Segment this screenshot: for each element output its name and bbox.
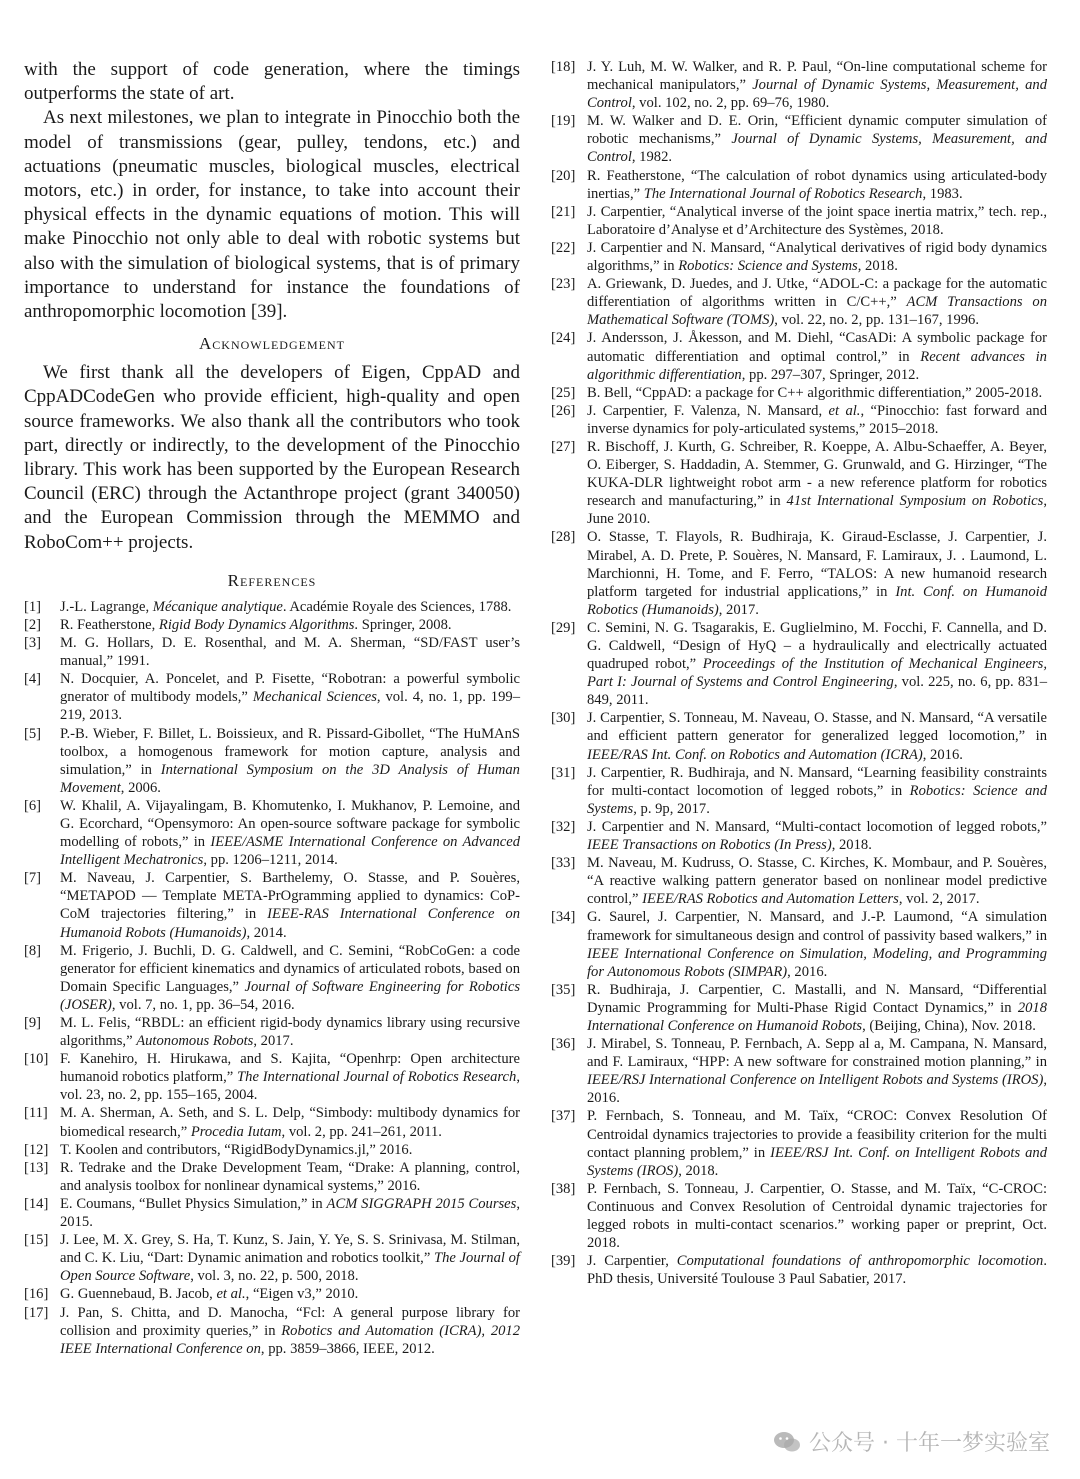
reference-number: [22] <box>551 239 576 256</box>
reference-details: , 2006. <box>120 779 161 796</box>
reference-item <box>24 869 520 941</box>
reference-item <box>551 709 1047 763</box>
acknowledgement-text: We first thank all the developers of Eigen, CppAD and CppADCodeGen who provide efficient, high-quality and open source frameworks. We also thank all the contributors who took part, directly or indirectly, to the development of the Pinocchio library. This work has been supported by the European Research Council (ERC) through the Actanthrope project (grant 340050) and the European Commission through the MEMMO and RoboCom++ projects. <box>24 362 520 553</box>
reference-item <box>551 908 1047 980</box>
reference-text: J. Carpentier and N. Mansard, “Analytical derivatives of rigid body dynamics algorithms,” in <box>587 239 1047 275</box>
reference-text: B. Bell, “CppAD: a package for C++ algorithmic differentiation,” 2005-2018. <box>587 384 1043 401</box>
reference-number: [39] <box>551 1253 576 1270</box>
reference-details: , pp. 297–307, Springer, 2012. <box>741 366 920 383</box>
reference-number: [36] <box>551 1036 576 1053</box>
reference-details: , June 2010. <box>587 493 1047 528</box>
reference-number: [8] <box>24 942 42 959</box>
reference-item <box>24 1104 520 1140</box>
reference-text: M. Frigerio, J. Buchli, D. G. Caldwell, and C. Semini, “RobCoGen: a code generator for efficient kinematics and dynamics of articulated robots, based on Domain Specific Languages,” <box>60 942 520 995</box>
reference-number: [6] <box>24 797 42 814</box>
reference-text: M. L. Felis, “RBDL: an efficient rigid-body dynamics library using recursive algorithms,” <box>60 1015 520 1050</box>
reference-venue: ACM Transactions on Mathematical Software (TOMS) <box>587 294 1047 329</box>
reference-text: J. Carpentier, R. Budhiraja, and N. Mansard, “Learning feasibility constraints for multi-contact locomotion of legged robots,” in <box>587 764 1047 799</box>
reference-number: [14] <box>24 1195 49 1212</box>
reference-details: , vol. 102, no. 2, pp. 69–76, 1980. <box>631 95 830 112</box>
reference-venue: Procedia Iutam <box>190 1123 282 1140</box>
reference-item <box>24 1014 520 1050</box>
reference-details: , pp. 3859–3866, IEEE, 2012. <box>260 1340 435 1357</box>
reference-venue: IEEE/RSJ Int. Conf. on Intelligent Robots and Systems (IROS) <box>587 1144 1047 1179</box>
reference-item <box>24 797 520 869</box>
reference-details: , vol. 225, no. 6, pp. 831–849, 2011. <box>587 674 1048 709</box>
references-list-right <box>551 58 1047 1288</box>
reference-details: , vol. 2, pp. 241–261, 2011. <box>281 1123 442 1140</box>
reference-details: , (Beijing, China), Nov. 2018. <box>862 1017 1036 1034</box>
reference-text: A. Griewank, D. Juedes, and J. Utke, “ADOL-C: a package for the automatic differentiation of algorithms written in C/C++,” <box>587 276 1047 311</box>
reference-venue: IEEE/RAS Robotics and Automation Letters <box>642 891 899 908</box>
reference-item <box>551 58 1047 112</box>
reference-item <box>551 275 1047 329</box>
reference-text: J. Mirabel, S. Tonneau, P. Fernbach, A. Sepp al a, M. Campana, N. Mansard, and F. Lamiraux, “HPP: A new software for constrained motion planning,” in <box>587 1036 1047 1071</box>
reference-number: [9] <box>24 1015 42 1032</box>
reference-venue: et al. <box>216 1286 246 1303</box>
left-column <box>24 58 520 1358</box>
reference-venue: IEEE/RSJ International Conference on Intelligent Robots and Systems (IROS) <box>587 1072 1044 1089</box>
references-heading: References <box>227 570 317 590</box>
reference-text: O. Stasse, T. Flayols, R. Budhiraja, K. Giraud-Esclasse, J. Carpentier, J. Mirabel, A. D. Prete, P. Souères, N. Mansard, F. Lamiraux, J. . Laumond, L. Marchionni, H. Tome, and F. Ferro, “TALOS: A new humanoid research platform targeted for industrial applications,” in <box>587 529 1047 600</box>
reference-text: N. Docquier, A. Poncelet, and P. Fisette, “Robotran: a powerful symbolic gnerator of multibody models,” <box>60 671 520 706</box>
reference-venue: Mechanical Sciences <box>252 689 377 706</box>
reference-text: C. Semini, N. G. Tsagarakis, E. Guglielmino, M. Focchi, F. Cannella, and D. G. Caldwell, “Design of HyQ – a hydraulically and electrically actuated quadruped robot,” <box>587 619 1047 673</box>
reference-item <box>551 203 1047 239</box>
reference-details: , vol. 3, no. 22, p. 500, 2018. <box>190 1268 359 1285</box>
reference-number: [10] <box>24 1051 49 1068</box>
reference-details: , pp. 1206–1211, 2014. <box>203 852 338 869</box>
reference-text: J. Carpentier, <box>587 1253 677 1270</box>
reference-item <box>551 1107 1047 1179</box>
reference-item <box>551 981 1047 1035</box>
reference-details: , vol. 2, 2017. <box>898 891 980 908</box>
reference-item <box>24 670 520 724</box>
reference-number: [27] <box>551 438 576 455</box>
reference-details: , 2016. <box>922 746 963 763</box>
reference-text: M. G. Hollars, D. E. Rosenthal, and M. A. Sherman, “SD/FAST user’s manual,” 1991. <box>60 635 520 670</box>
reference-venue: Robotics: Science and Systems <box>678 258 858 275</box>
reference-text: J. Pan, S. Chitta, and D. Manocha, “Fcl: A general purpose library for collision and proximity queries,” in <box>60 1304 520 1339</box>
reference-number: [12] <box>24 1141 49 1158</box>
reference-details: , vol. 7, no. 1, pp. 36–54, 2016. <box>111 996 295 1013</box>
reference-venue: The Journal of Open Source Software <box>60 1250 520 1285</box>
reference-venue: IEEE/ASME International Conference on Advanced Intelligent Mechatronics <box>60 834 520 869</box>
reference-number: [11] <box>24 1105 48 1122</box>
reference-number: [33] <box>551 855 576 872</box>
reference-details: . Springer, 2008. <box>354 616 452 633</box>
reference-details: , 2016. <box>587 1072 1047 1107</box>
reference-item <box>551 112 1047 166</box>
reference-item <box>551 1035 1047 1107</box>
reference-item <box>551 167 1047 203</box>
right-column <box>551 58 1047 1288</box>
reference-item <box>24 634 520 670</box>
watermark <box>773 1426 1050 1457</box>
reference-venue: Robotics and Automation (ICRA), 2012 IEEE International Conference on <box>60 1322 521 1357</box>
reference-number: [16] <box>24 1286 49 1303</box>
reference-details: , “Pinocchio: fast forward and inverse dynamics for poly-articulated systems,” 2015–2018. <box>587 402 1047 437</box>
reference-item <box>24 616 520 634</box>
reference-number: [13] <box>24 1159 49 1176</box>
reference-number: [18] <box>551 59 576 75</box>
reference-number: [30] <box>551 710 576 727</box>
reference-venue: Journal of Dynamic Systems, Measurement, and Control <box>587 77 1047 112</box>
reference-text: M. Naveau, M. Kudruss, O. Stasse, C. Kirches, K. Mombaur, and P. Souères, “A reactive walking pattern generator based on nonlinear model predictive control,” <box>587 855 1047 908</box>
references-list-left <box>24 598 520 1358</box>
reference-details: , 1982. <box>631 149 673 166</box>
reference-text: M. Naveau, J. Carpentier, S. Barthelemy, O. Stasse, and P. Souères, “METAPOD — Template META-PrOgramming applied to dynamics: CoP-CoM trajectories filtering,” in <box>60 870 520 923</box>
reference-text: J. Carpentier, “Analytical inverse of the joint space inertia matrix,” tech. rep., Laboratoire d’Analyse et d’Architecture des Systèmes, 2018. <box>587 203 1047 238</box>
reference-venue: Robotics: Science and Systems <box>587 782 1047 817</box>
paragraph-1: with the support of code generation, where the timings outperforms the state of art. <box>24 59 520 105</box>
reference-number: [5] <box>24 725 42 742</box>
reference-text: P.-B. Wieber, F. Billet, L. Boissieux, and R. Pissard-Gibollet, “The HuMAnS toolbox, a homogenous framework for motion capture, analysis and simulation,” in <box>60 725 520 778</box>
reference-item <box>24 598 520 616</box>
reference-venue: 41st International Symposium on Robotics <box>786 493 1044 510</box>
reference-text: E. Coumans, “Bullet Physics Simulation,” in <box>60 1195 327 1212</box>
reference-text: J.-L. Lagrange, <box>60 598 153 615</box>
reference-item <box>551 854 1047 908</box>
reference-number: [26] <box>551 402 576 419</box>
reference-details: , 2018. <box>857 258 898 275</box>
reference-venue: Recent advances in algorithmic differentiation <box>587 348 1047 383</box>
reference-venue: et al. <box>828 402 861 419</box>
reference-item <box>551 438 1047 528</box>
reference-text: J. Andersson, J. Åkesson, and M. Diehl, “CasADi: A symbolic package for automatic differentiation and optimal control,” in <box>587 330 1047 365</box>
reference-item <box>551 619 1047 709</box>
reference-details: , vol. 22, no. 2, pp. 131–167, 1996. <box>774 312 979 329</box>
reference-item <box>24 942 520 1014</box>
reference-venue: Proceedings of the Institution of Mechanical Engineers, Part I: Journal of Systems and Control Engineering <box>587 656 1047 691</box>
reference-venue: Mécanique analytique <box>152 598 283 615</box>
reference-item <box>551 764 1047 818</box>
reference-details: , 2015. <box>60 1195 520 1231</box>
reference-details: , p. 9p, 2017. <box>633 800 710 817</box>
reference-item <box>24 1285 520 1303</box>
reference-text: R. Bischoff, J. Kurth, G. Schreiber, R. Koeppe, A. Albu-Schaeffer, A. Beyer, O. Eiberger, S. Haddadin, A. Stemmer, G. Grunwald, and G. Hirzinger, “The KUKA-DLR lightweight robot arm - a new reference platform for robotics research and manufacturing,” in <box>587 438 1047 510</box>
reference-details: , 2018. <box>831 837 872 854</box>
reference-venue: International Symposium on the 3D Analysis of Human Movement <box>60 761 520 796</box>
reference-number: [19] <box>551 113 576 130</box>
reference-text: M. W. Walker and D. E. Orin, “Efficient dynamic computer simulation of robotic mechanisms,” <box>587 113 1047 148</box>
reference-number: [35] <box>551 981 576 998</box>
reference-text: W. Khalil, A. Vijayalingam, B. Khomutenko, I. Mukhanov, P. Lemoine, and G. Ecorchard, “Opensymoro: An open-source software package for symbolic modelling of robots,” in <box>60 797 520 851</box>
reference-number: [31] <box>551 764 576 781</box>
reference-number: [17] <box>24 1304 49 1321</box>
reference-number: [21] <box>551 203 576 220</box>
reference-text: J. Lee, M. X. Grey, S. Ha, T. Kunz, S. Jain, Y. Ye, S. S. Srinivasa, M. Stilman, and C. K. Liu, “Dart: Dynamic animation and robotics toolkit,” <box>60 1232 520 1267</box>
reference-text: T. Koolen and contributors, “RigidBodyDynamics.jl,” 2016. <box>60 1141 413 1158</box>
reference-item <box>24 1050 520 1104</box>
reference-item <box>551 402 1047 438</box>
reference-details: , vol. 4, no. 1, pp. 199–219, 2013. <box>60 689 520 724</box>
reference-text: F. Kanehiro, H. Hirukawa, and S. Kajita, “Openhrp: Open architecture humanoid robotics platform,” <box>60 1051 520 1086</box>
reference-item <box>24 1159 520 1195</box>
reference-venue: ACM SIGGRAPH 2015 Courses <box>326 1195 517 1212</box>
reference-details: , 2016. <box>787 963 828 980</box>
reference-item <box>551 1252 1047 1288</box>
reference-item <box>551 239 1047 275</box>
reference-text: J. Y. Luh, M. W. Walker, and R. P. Paul, “On-line computational scheme for mechanical manipulators,” <box>587 59 1047 94</box>
reference-item <box>551 329 1047 383</box>
reference-details: , 2017. <box>253 1033 294 1050</box>
reference-item <box>24 1231 520 1285</box>
reference-venue: Journal of Dynamic Systems, Measurement, and Control <box>587 131 1047 166</box>
reference-item <box>24 1195 520 1231</box>
reference-number: [37] <box>551 1108 576 1125</box>
reference-venue: IEEE/RAS Int. Conf. on Robotics and Automation (ICRA) <box>587 746 923 763</box>
reference-item <box>551 528 1047 618</box>
reference-item <box>551 1180 1047 1252</box>
reference-number: [25] <box>551 384 576 401</box>
reference-venue: The International Journal of Robotics Research <box>643 185 923 202</box>
reference-venue: Int. Conf. on Humanoid Robotics (Humanoids) <box>587 583 1048 618</box>
reference-text: P. Fernbach, S. Tonneau, and M. Taïx, “CROC: Convex Resolution Of Centroidal dynamics trajectories to provide a feasibility criterion for the multi contact planning problem,” in <box>587 1108 1047 1161</box>
wechat-icon <box>773 1431 801 1453</box>
reference-number: [2] <box>24 616 42 633</box>
reference-details: . Académie Royale des Sciences, 1788. <box>282 598 512 615</box>
reference-venue: Journal of Software Engineering for Robotics (JOSER) <box>60 978 520 1013</box>
reference-details: , 2018. <box>678 1162 719 1179</box>
reference-text: J. Carpentier and N. Mansard, “Multi-contact locomotion of legged robots,” <box>587 818 1047 835</box>
paragraph-2: As next milestones, we plan to integrate in Pinocchio both the model of transmissions (gear, pulley, tendons, etc.) and actuations (pneumatic muscles, biological muscles, electrical motors, etc.) in order, for instance, to take into account their physical effects in the dynamic equations of motion. This will make Pinocchio not only able to deal with robotic systems but also with the simulation of biological systems, that is of primary importance to understand for instance the foundations of anthropomorphic locomotion [39]. <box>24 107 520 323</box>
reference-number: [20] <box>551 167 576 184</box>
reference-venue: Computational foundations of anthropomorphic locomotion <box>676 1253 1044 1270</box>
reference-venue: IEEE International Conference on Simulation, Modeling, and Programming for Autonomous Robots (SIMPAR) <box>587 945 1047 980</box>
reference-item <box>551 384 1047 402</box>
reference-venue: 2018 International Conference on Humanoid Robots <box>587 999 1047 1034</box>
reference-details: . PhD thesis, Université Toulouse 3 Paul Sabatier, 2017. <box>587 1253 1048 1288</box>
reference-number: [1] <box>24 598 42 615</box>
reference-number: [24] <box>551 330 576 347</box>
reference-item <box>551 818 1047 854</box>
reference-text: G. Saurel, J. Carpentier, N. Mansard, and J.-P. Laumond, “A simulation framework for simultaneous design and control of passivity based walkers,” in <box>587 909 1047 944</box>
acknowledgement-heading: Acknowledgement <box>199 334 345 354</box>
reference-venue: Rigid Body Dynamics Algorithms <box>158 616 355 633</box>
reference-details: , vol. 23, no. 2, pp. 155–165, 2004. <box>60 1069 520 1104</box>
reference-venue: IEEE Transactions on Robotics (In Press) <box>587 837 832 854</box>
reference-text: J. Carpentier, S. Tonneau, M. Naveau, O. Stasse, and N. Mansard, “A versatile and efficient pattern generator for generalized legged locomotion,” in <box>587 710 1047 745</box>
reference-text: R. Featherstone, “The calculation of robot dynamics using articulated-body inertias,” <box>587 167 1047 202</box>
reference-item <box>24 1141 520 1159</box>
reference-number: [15] <box>24 1232 49 1249</box>
reference-venue: Autonomous Robots <box>136 1033 254 1050</box>
reference-number: [29] <box>551 619 576 636</box>
reference-details: , 2017. <box>718 601 759 618</box>
reference-number: [32] <box>551 818 576 835</box>
reference-number: [38] <box>551 1180 576 1197</box>
reference-item <box>24 1304 520 1358</box>
reference-item <box>24 725 520 797</box>
reference-text: R. Featherstone, <box>60 616 159 633</box>
reference-text: P. Fernbach, S. Tonneau, J. Carpentier, O. Stasse, and M. Taïx, “C-CROC: Continuous and Convex Resolution of Centroidal dynamic trajectories for legged robots in multi-contact scenarios.” working paper or preprint, Oct. 2018. <box>587 1180 1047 1252</box>
reference-text: M. A. Sherman, A. Seth, and S. L. Delp, “Simbody: multibody dynamics for biomedical research,” <box>60 1105 520 1140</box>
reference-venue: IEEE-RAS International Conference on Humanoid Robots (Humanoids) <box>60 906 520 941</box>
reference-text: J. Carpentier, F. Valenza, N. Mansard, <box>587 402 829 419</box>
reference-number: [28] <box>551 529 576 546</box>
reference-text: R. Budhiraja, J. Carpentier, C. Mastalli, and N. Mansard, “Differential Dynamic Programming for Multi-Phase Rigid Contact Dynamics,” in <box>587 981 1047 1016</box>
reference-number: [4] <box>24 671 42 688</box>
reference-number: [3] <box>24 635 42 652</box>
reference-number: [34] <box>551 909 576 926</box>
reference-details: , “Eigen v3,” 2010. <box>245 1286 359 1303</box>
reference-details: , 1983. <box>922 185 963 202</box>
reference-number: [7] <box>24 870 42 887</box>
watermark-text: 公众号 · 十年一梦实验室 <box>809 1431 1050 1456</box>
reference-number: [23] <box>551 276 576 293</box>
reference-text: R. Tedrake and the Drake Development Team, “Drake: A planning, control, and analysis toolbox for nonlinear dynamical systems,” 2016. <box>60 1159 520 1194</box>
reference-text: G. Guennebaud, B. Jacob, <box>60 1286 217 1303</box>
reference-details: , 2014. <box>246 924 287 941</box>
reference-venue: The International Journal of Robotics Research <box>237 1069 517 1086</box>
